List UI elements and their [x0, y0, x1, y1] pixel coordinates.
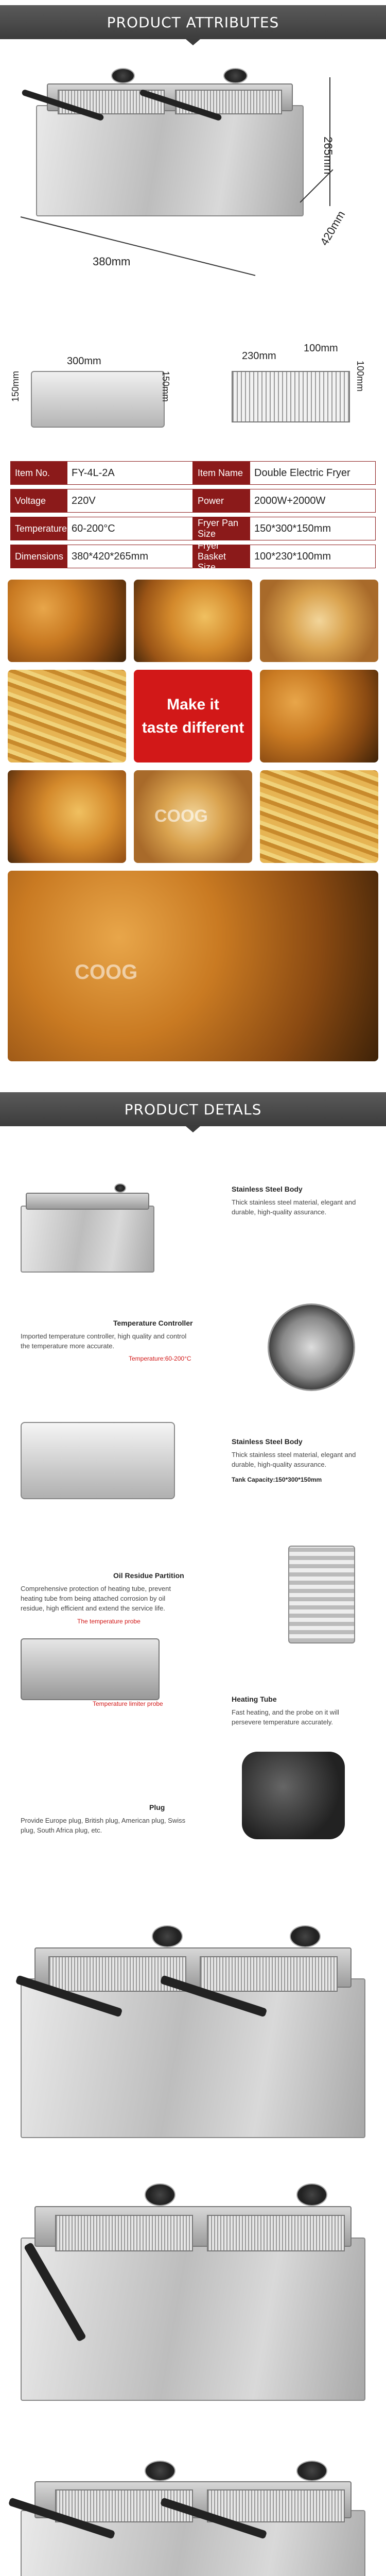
details-title: PRODUCT DETALS [124, 1100, 262, 1118]
fryer-basket-image [232, 371, 350, 422]
spec-table [10, 461, 376, 572]
spec-label: Power [193, 489, 250, 513]
promo-line-1: Make it [167, 696, 219, 713]
dimension-height: 265mm [322, 137, 335, 175]
watermark: COOG [154, 806, 208, 826]
basket-length: 230mm [242, 350, 276, 362]
food-photo [8, 580, 126, 662]
spec-value: 60-200°C [67, 517, 193, 540]
detail-text: Provide Europe plug, British plug, American plug, Swiss plug, South Africa plug, etc. [21, 1817, 186, 1834]
detail-text: Thick stainless steel material, elegant and durable, high-quality assurance. [232, 1198, 356, 1216]
watermark: COOG [75, 961, 138, 984]
spec-label: Temperature [10, 517, 67, 540]
knob-icon [145, 2183, 176, 2206]
spec-row [10, 489, 376, 513]
dimension-depth: 420mm [318, 208, 348, 248]
spec-row [10, 540, 376, 572]
knob-icon [152, 1925, 183, 1947]
temperature-dial-icon [268, 1303, 355, 1391]
spec-value: 2000W+2000W [250, 489, 376, 513]
knob-icon [290, 1925, 321, 1947]
spec-label: Voltage [10, 489, 67, 513]
fryer-main-image [36, 62, 304, 216]
detail-text: Comprehensive protection of heating tube, prevent heating tube from being attached corrosion by oil residue, high efficient and extend the service life. [21, 1585, 171, 1612]
spec-value: Double Electric Fryer [250, 461, 376, 485]
promo-line-2: taste different [142, 719, 244, 736]
basket-right [207, 2489, 345, 2522]
heating-tube-image [21, 1638, 160, 1700]
food-photo [260, 580, 378, 662]
detail-title: Temperature Controller [113, 1319, 193, 1327]
food-photo [260, 770, 378, 863]
dimension-line-depth [300, 169, 333, 202]
knob-icon [111, 68, 135, 83]
spec-value: FY-4L-2A [67, 461, 193, 485]
details-banner [0, 1092, 386, 1126]
plug-image [242, 1752, 345, 1839]
food-photo-large [8, 871, 378, 1061]
spec-value: 380*420*265mm [67, 545, 193, 568]
fryer-body [36, 105, 304, 216]
oil-partition-image [288, 1546, 355, 1643]
fryer-top [26, 1193, 149, 1209]
spec-label: Item No. [10, 461, 67, 485]
detail-title: Plug [149, 1803, 165, 1811]
food-photo [260, 670, 378, 762]
detail-note: Temperature limiter probe [93, 1700, 163, 1707]
detail-text: Imported temperature controller, high quality and control the temperature more accurate. [21, 1332, 187, 1350]
knob-icon [114, 1183, 126, 1193]
spec-value: 100*230*100mm [250, 545, 376, 568]
detail-title: Oil Residue Partition [113, 1571, 184, 1580]
spec-value: 220V [67, 489, 193, 513]
pan-length: 300mm [67, 355, 101, 367]
knob-icon [296, 2183, 327, 2206]
food-photo [134, 580, 252, 662]
promo-badge [134, 670, 252, 762]
detail-note: Tank Capacity:150*300*150mm [232, 1476, 322, 1483]
dimension-width: 380mm [93, 255, 131, 268]
fryer-pan-image [31, 371, 165, 428]
product-photo-2 [21, 2174, 365, 2401]
detail-title: Stainless Steel Body [232, 1437, 303, 1446]
dimension-line-width [21, 216, 256, 276]
detail-text: Thick stainless steel material, elegant and durable, high-quality assurance. [232, 1451, 356, 1468]
detail-pan-image [21, 1422, 175, 1499]
knob-icon [223, 68, 248, 83]
food-photo [8, 770, 126, 863]
detail-note: Temperature:60-200°C [129, 1355, 191, 1362]
fryer-body [21, 1206, 154, 1273]
basket-right [200, 1956, 338, 1992]
basket-left [48, 1956, 186, 1992]
product-photo-1 [21, 1917, 365, 2138]
spec-label: Item Name [193, 461, 250, 485]
detail-title: Heating Tube [232, 1695, 277, 1703]
fryer-body [21, 1978, 365, 2138]
detail-text: Fast heating, and the probe on it will persevere temperature accurately. [232, 1708, 339, 1726]
pan-height: 150mm [10, 370, 21, 402]
spec-label: Dimensions [10, 545, 67, 568]
basket-right [207, 2215, 345, 2251]
food-photo [8, 670, 126, 762]
detail-image-body [21, 1180, 154, 1273]
spec-row [10, 517, 376, 540]
spec-row [10, 461, 376, 485]
pan-depth: 150mm [161, 371, 171, 402]
spec-label: Fryer Basket Size [193, 545, 250, 568]
detail-title: Stainless Steel Body [232, 1185, 303, 1193]
spec-value: 150*300*150mm [250, 517, 376, 540]
knob-icon [145, 2461, 176, 2481]
food-photo [134, 770, 252, 863]
attributes-banner [0, 5, 386, 39]
product-photo-3 [21, 2452, 365, 2576]
spec-label: Fryer Pan Size [193, 517, 250, 540]
detail-note: The temperature probe [77, 1618, 141, 1625]
basket-left [55, 2215, 193, 2251]
basket-width: 100mm [304, 343, 338, 354]
attributes-title: PRODUCT ATTRIBUTES [107, 13, 279, 31]
basket-height: 100mm [355, 361, 365, 392]
knob-icon [296, 2461, 327, 2481]
